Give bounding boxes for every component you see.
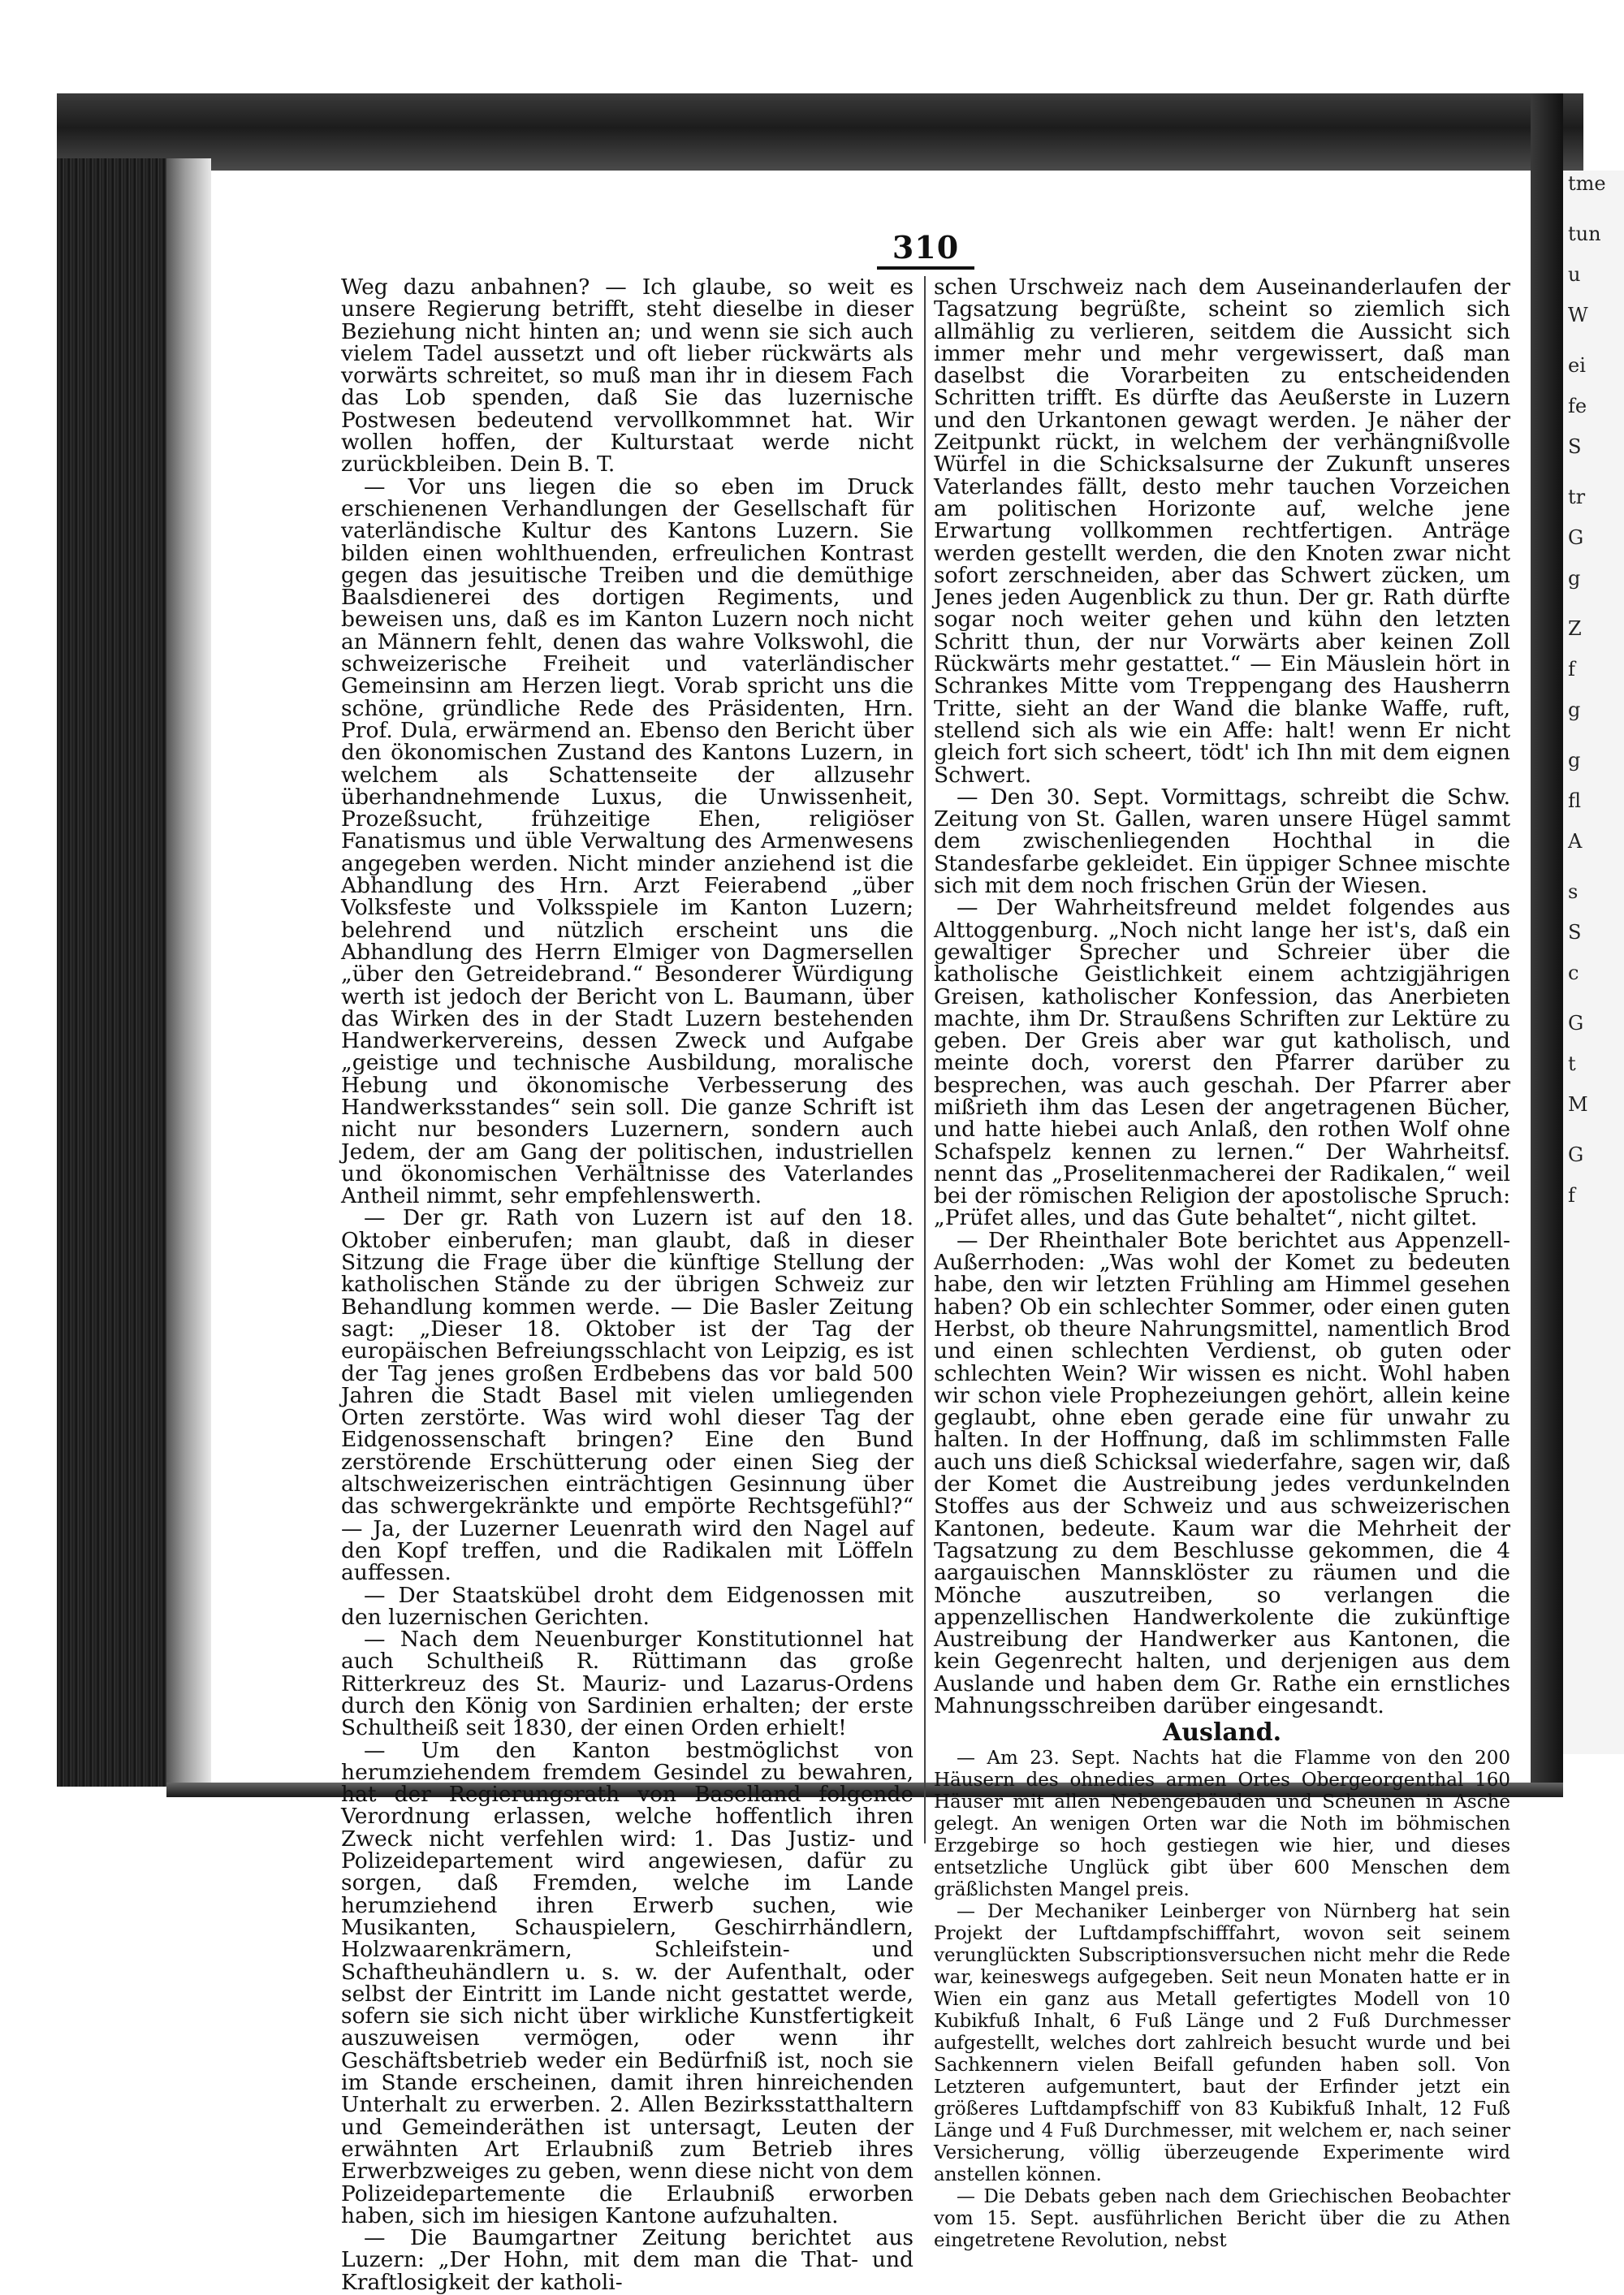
article-paragraph: — Um den Kanton bestmöglichst von herumziehendem fremdem Gesindel zu bewahren, hat der Regierungsrath von Baselland folgende Verordnung erlassen, welche hoffentlich ihren Zweck nicht verfehlen wird: 1. Das Justiz- und Polizeidepartement wird angewiesen, dafür zu sorgen, daß Fremden, welche im Lande herumziehend ihren Erwerb suchen, wie Musikanten, Schauspielern, Geschirrhändlern, Holzwaarenkrämern, Schleifstein- und Schaftheuhändlern u. s. w. der Aufenthalt, oder selbst der Eintritt im Lande nicht gestattet werde, sofern sie sich nicht über wirkliche Kunstfertigkeit auszuweisen vermögen, oder wenn ihr Geschäftsbetrieb weder ein Bedürfniß ist, noch sie im Stande erscheinen, damit ihren hinreichenden Unterhalt zu erwerben. 2. Allen Bezirksstatthaltern und Gemeinderäthen ist untersagt, Leuten der erwähnten Art Erlaubniß zum Betrieb ihres Erwerbzweiges zu geben, wenn diese nicht von dem Polizeidepartemente die Erlaubniß erworben haben, sich im hiesigen Kantone aufzuhalten. (341, 1737, 914, 2228)
right-column (934, 276, 1510, 2252)
article-paragraph: — Den 30. Sept. Vormittags, schreibt die Schw. Zeitung von St. Gallen, waren unsere Hügel sammt dem zwischenliegenden Hochthal in die Standesfarbe gekleidet. Ein üppiger Schnee mischte sich mit dem noch frischen Grün der Wiesen. (934, 784, 1510, 899)
page-number: 310 (892, 229, 960, 266)
section-heading-ausland: Ausland. (1162, 1718, 1282, 1748)
margin-fragment: ei (1568, 354, 1586, 377)
news-item: — Der Mechaniker Leinberger von Nürnberg hat sein Projekt der Luftdampfschifffahrt, wovon seit seinem verunglückten Subscriptionsversuchen nicht mehr die Rede war, keineswegs aufgegeben. Seit neun Monaten hatte er in Wien ein ganz aus Metall gefertigtes Modell von 10 Kubikfuß Inhalt, 6 Fuß Länge und 2 Fuß Durchmesser aufgestellt, welches dort zahlreich besucht wurde und bei Sachkennern vielen Beifall gefunden haben soll. Von Letzteren aufgemuntert, baut der Erfinder jetzt ein größeres Luftdampfschiff von 83 Kubikfuß Inhalt, 12 Fuß Länge und 4 Fuß Durchmesser, mit welchem er, nach seiner Versicherung, völlig überzeugende Experimente wird anstellen können. (934, 1900, 1510, 2185)
book-spine-edge (57, 158, 166, 1787)
margin-fragment: S (1568, 435, 1582, 458)
margin-fragment: G (1568, 1012, 1584, 1035)
margin-fragment: f (1568, 1184, 1575, 1207)
margin-fragment: t (1568, 1052, 1576, 1075)
margin-fragment: G (1568, 1143, 1584, 1166)
margin-fragment: u (1568, 263, 1581, 286)
left-column (341, 276, 914, 2293)
margin-fragment: G (1568, 526, 1584, 549)
article-paragraph: — Vor uns liegen die so eben im Druck erschienenen Verhandlungen der Gesellschaft für vaterländische Kultur des Kantons Luzern. Sie bilden einen wohlthuenden, erfreulichen Kontrast gegen das jesuitische Treiben und die demüthige Baalsdienerei des dortigen Regiments, und beweisen uns, daß es im Kanton Luzern noch nicht an Männern fehlt, denen das wahre Volkswohl, die schweizerische Freiheit und vaterländischer Gemeinsinn am Herzen liegt. Vorab spricht uns die schöne, gründliche Rede des Präsidenten, Hrn. Prof. Dula, erwärmend an. Ebenso den Bericht über den ökonomischen Zustand des Kantons Luzern, in welchem als Schattenseite der allzusehr überhandnehmende Luxus, die Unwissenheit, Prozeßsucht, frühzeitige Ehen, religiöser Fanatismus und üble Verwaltung des Armenwesens angegeben werden. Nicht minder anziehend ist die Abhandlung des Hrn. Arzt Feierabend „über Volksfeste und Volksspiele im Kanton Luzern; belehrend und nützlich erscheint uns die Abhandlung des Herrn Elmiger von Dagmersellen „über den Getreidebrand.“ Besonderer Würdigung werth ist jedoch der Bericht von L. Baumann, über das Wirken des in der Stadt Luzern bestehenden Handwerkervereins, dessen Zweck und Aufgabe „geistige und technische Ausbildung, moralische Hebung und ökonomische Verbesserung des Handwerksstandes“ sein soll. Die ganze Schrift ist nicht nur besonders Luzernern, sondern auch Jedem, der am Gang der politischen, industriellen und ökonomischen Verhältnisse des Vaterlandes Antheil nimmt, sehr empfehlenswerth. (341, 473, 914, 1209)
article-paragraph: — Der Wahrheitsfreund meldet folgendes aus Alttoggenburg. „Noch nicht lange her ist's, daß ein gewaltiger Sprecher und Schreier über die katholische Geistlichkeit einem achtzigjährigen Greisen, katholischer Konfession, das Anerbieten machte, ihm Dr. Straußens Schriften zur Lektüre zu geben. Der Greis aber war gut katholisch, und meinte doch, vorerst den Pfarrer darüber zu besprechen, was auch geschah. Der Pfarrer aber mißrieth ihm das Lesen der angetragenen Bücher, und hatte hiebei auch Anlaß, den rothen Wolf ohne Schafspelz kennen zu lernen.“ Der Wahrheitsf. nennt das „Proselitenmacherei der Radikalen,“ weil bei der römischen Religion der apostolische Spruch: „Prüfet alles, und das Gute behaltet“, nicht giltet. (934, 895, 1510, 1231)
scan-top-shadow (57, 93, 1583, 171)
margin-fragment: c (1568, 962, 1579, 984)
article-paragraph: — Der Staatskübel droht dem Eidgenossen mit den luzernischen Gerichten. (341, 1582, 914, 1630)
news-item: — Am 23. Sept. Nachts hat die Flamme von den 200 Häusern des ohnedies armen Ortes Obergeorgenthal 160 Häuser mit allen Nebengebäuden und Scheunen in Asche gelegt. An wenigen Orten war die Noth im böhmischen Erzgebirge so hoch gestiegen wie hier, und dieses entsetzliche Unglück gibt über 600 Menschen dem gräßlichsten Mangel preis. (934, 1747, 1510, 1900)
article-paragraph: — Der gr. Rath von Luzern ist auf den 18. Oktober einberufen; man glaubt, daß in dieser Sitzung die Frage über die künftige Stellung der katholischen Stände zu der übrigen Schweiz zur Behandlung kommen werde. — Die Basler Zeitung sagt: „Dieser 18. Oktober ist der Tag der europäischen Befreiungsschlacht von Leipzig, es ist der Tag jenes großen Erdbebens das vor bald 500 Jahren die Stadt Basel mit vielen umliegenden Orten zerstörte. Was wird wohl dieser Tag der Eidgenossenschaft bringen? Eine den Bund zerstörende Erschütterung oder einen Sieg der altschweizerischen einträchtigen Gesinnung über das schwergekränkte und empörte Rechtsgefühl?“ — Ja, der Luzerner Leuenrath wird den Nagel auf den Kopf treffen, und die Radikalen mit Löffeln auffessen. (341, 1205, 914, 1586)
margin-fragment: s (1568, 880, 1579, 903)
margin-fragment: g (1568, 749, 1581, 771)
margin-fragment: W (1568, 304, 1588, 326)
article-paragraph: Weg dazu anbahnen? — Ich glaube, so weit es unsere Regierung betrifft, steht dieselbe in dieser Beziehung nicht hinten an; und wenn sie sich auch vielem Tadel aussetzt und oft lieber rückwärts als vorwärts schreitet, so muß man ihr in diesem Fach das Lob spenden, daß Sie das luzernische Postwesen bedeutend vervollkommnet hat. Wir wollen hoffen, der Kulturstaat werde nicht zurückbleiben. Dein B. T. (341, 274, 914, 478)
right-page-gutter (1531, 93, 1563, 1783)
margin-fragment: g (1568, 567, 1581, 590)
article-paragraph: — Nach dem Neuenburger Konstitutionnel hat auch Schultheiß R. Rüttimann das große Ritterkreuz des St. Mauriz- und Lazarus-Ordens durch den König von Sardinien erhalten; der erste Schultheiß seit 1830, der einen Orden erhielt! (341, 1627, 914, 1741)
margin-fragment: tme (1568, 172, 1606, 195)
margin-fragment: M (1568, 1093, 1588, 1116)
margin-fragment: tun (1568, 223, 1601, 245)
margin-fragment: fl (1568, 789, 1582, 812)
article-paragraph: — Der Rheinthaler Bote berichtet aus Appenzell-Außerrhoden: „Was wohl der Komet zu bedeuten habe, den wir letzten Frühling am Himmel gesehen haben? Ob ein schlechter Sommer, oder einen guten Herbst, ob theure Nahrungsmittel, namentlich Brod und einen schlechten Verdienst, ob guten oder schlechten Wein? Wir wissen es nicht. Wohl haben wir schon viele Prophezeiungen gehört, allein keine geglaubt, ohne eben gerade eine für unwahr zu halten. In der Hoffnung, daß im schlimmsten Falle auch uns dieß Schicksal wiederfahre, sagen wir, daß der Komet die Austreibung jedes verdunkelnden Stoffes aus der Schweiz und aus schweizerischen Kantonen, bedeute. Kaum war die Mehrheit der Tagsatzung zu dem Beschlusse gekommen, die 4 aargauischen Mannsklöster zu räumen und die Mönche auszutreiben, so verlangen die appenzellischen Handwerkolente die zukünftige Austreibung der Handwerker aus Kantonen, die kein Gegenrecht halten, und derjenigen aus dem Auslande und haben dem Gr. Rathe ein ernstliches Mahnungsschreiben darüber eingesandt. (934, 1227, 1510, 1718)
margin-fragment: f (1568, 658, 1575, 681)
margin-fragment: Z (1568, 617, 1582, 640)
article-paragraph: — Die Baumgartner Zeitung berichtet aus Luzern: „Der Hohn, mit dem man die That- und Kraftlosigkeit der katholi- (341, 2225, 914, 2295)
margin-fragment: S (1568, 921, 1582, 944)
article-paragraph: schen Urschweiz nach dem Auseinanderlaufen der Tagsatzung begrüßte, scheint so ziemlich sich allmählig zu verlieren, seitdem die Aussicht sich immer mehr und mehr vergewissert, daß man daselbst die Vorarbeiten zu entscheidenden Schritten trifft. Es dürfte das Aeußerste in Luzern und den Urkantonen gewagt werden. Je näher der Zeitpunkt rückt, in welchem der verhängnißvolle Würfel in die Schicksalsurne der Zukunft unseres Vaterlandes fällt, desto mehr tauchen Vorzeichen am politischen Horizonte auf, welche jene Erwartung vollkommen rechtfertigen. Anträge werden gestellt werden, die den Knoten zwar nicht sofort zerschneiden, aber das Schwert zücken, um Jenes jeden Augenblick zu thun. Der gr. Rath dürfte sogar noch weiter gehen und kühn den letzten Schritt thun, der nur Vorwärts aber keinen Zoll Rückwärts mehr gestattet.“ — Ein Mäuslein hört in Schrankes Mitte vom Treppengang des Hausherrn Tritte, sieht an der Wand die blanke Waffe, ruft, stellend sich als wie ein Affe: halt! wenn Er nicht gleich fort sich scheert, tödt' ich Ihn mit dem eignen Schwert. (934, 274, 1510, 788)
news-item: — Die Debats geben nach dem Griechischen Beobachter vom 15. Sept. ausführlichen Bericht über die zu Athen eingetretene Revolution, nebst (934, 2185, 1510, 2251)
margin-fragment: g (1568, 698, 1581, 721)
column-divider (924, 276, 926, 1843)
next-page-fragment (1563, 171, 1624, 1754)
spine-gradient (166, 158, 211, 1787)
margin-fragment: A (1568, 830, 1583, 853)
page-number-rule (877, 266, 974, 270)
margin-fragment: tr (1568, 486, 1586, 508)
margin-fragment: fe (1568, 395, 1587, 417)
